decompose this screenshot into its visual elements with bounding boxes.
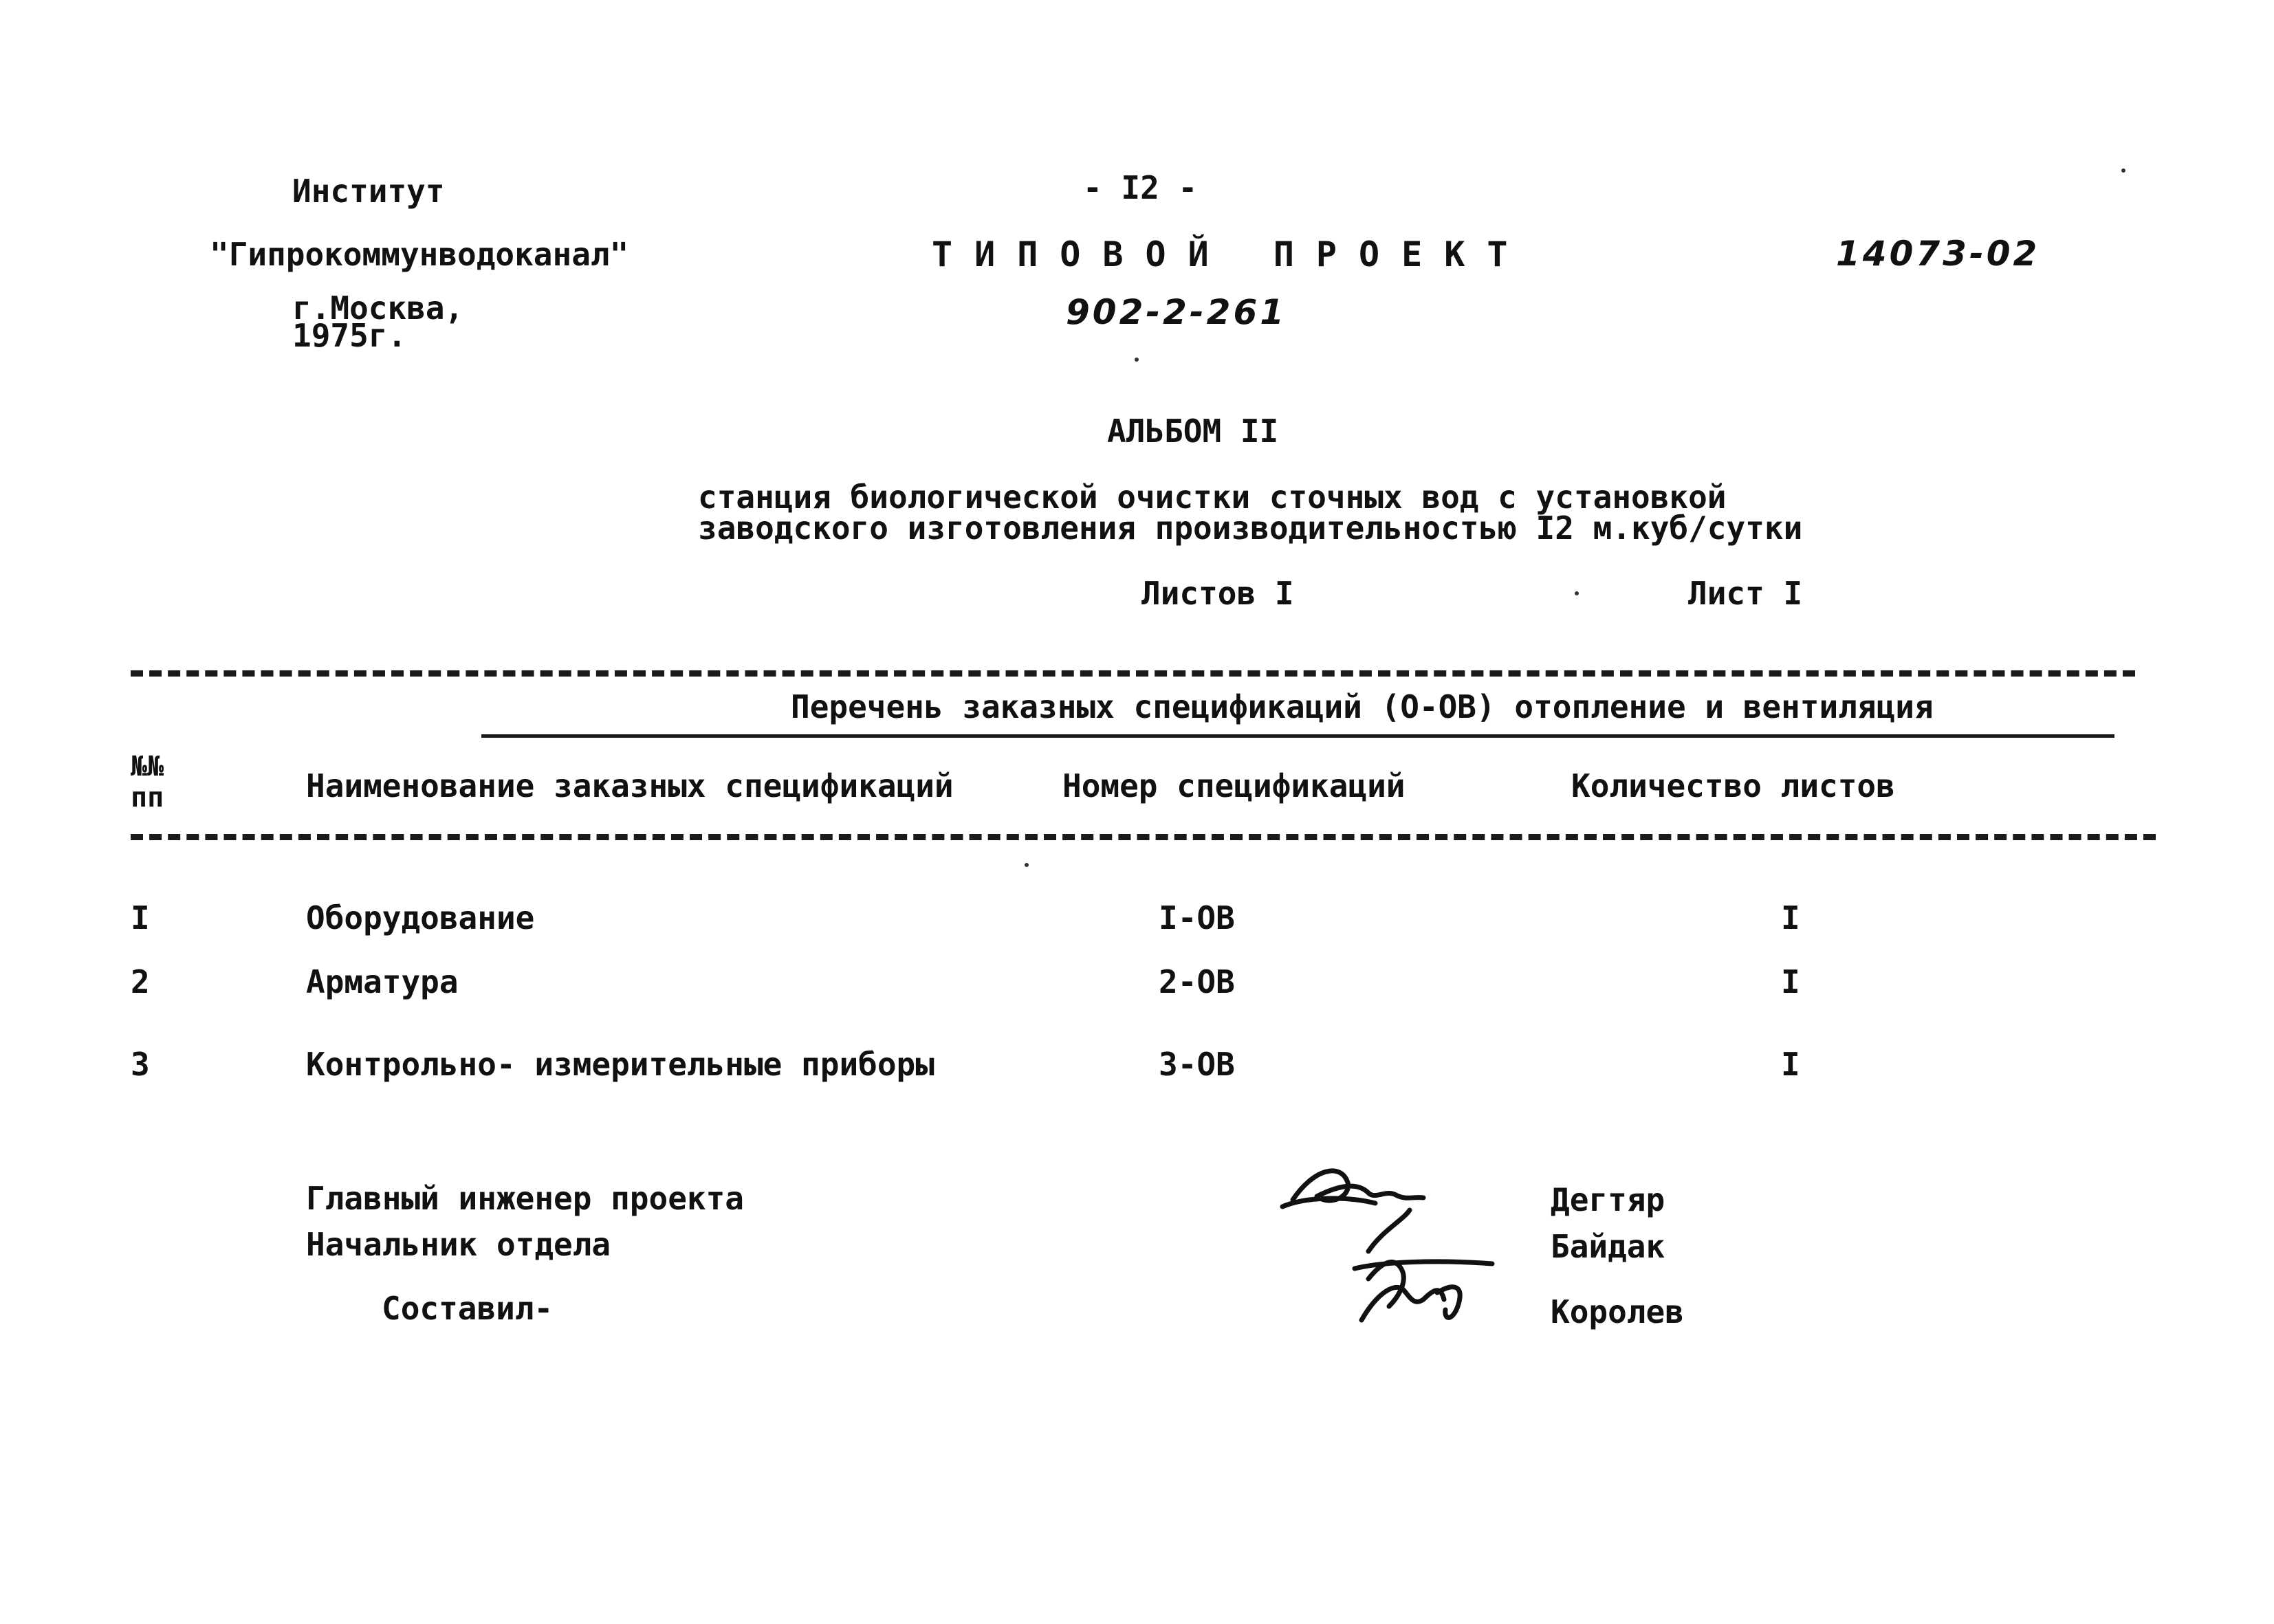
name-korolev: Королев bbox=[1551, 1293, 1684, 1330]
row-count: I bbox=[1781, 899, 1800, 936]
scan-speck bbox=[1135, 358, 1139, 362]
city: г.Москва, bbox=[292, 289, 464, 327]
row-count: I bbox=[1781, 1046, 1800, 1083]
name-degtyar: Дегтяр bbox=[1551, 1181, 1665, 1218]
header-dashed-rule bbox=[131, 834, 2156, 840]
header-name: Наименование заказных спецификаций bbox=[306, 767, 954, 804]
row-name: Контрольно- измерительные приборы bbox=[306, 1046, 934, 1083]
header-spec-number: Номер спецификаций bbox=[1062, 767, 1406, 804]
role-chief-engineer: Главный инженер проекта bbox=[306, 1180, 744, 1217]
handwritten-signatures bbox=[1265, 1141, 1554, 1348]
page-number: - I2 - bbox=[1083, 169, 1198, 206]
row-spec: I-ОВ bbox=[1159, 899, 1235, 936]
row-num: 3 bbox=[131, 1046, 150, 1083]
scan-speck bbox=[1025, 863, 1029, 867]
caption-underline bbox=[481, 734, 2114, 738]
row-spec: 3-ОВ bbox=[1159, 1046, 1235, 1083]
row-num: 2 bbox=[131, 963, 150, 1000]
header-sheet-count: Количество листов bbox=[1571, 767, 1895, 804]
scan-speck bbox=[1575, 591, 1579, 595]
row-count: I bbox=[1781, 963, 1800, 1000]
name-baidak: Байдак bbox=[1551, 1228, 1665, 1265]
role-compiled-by: Составил- bbox=[382, 1290, 554, 1327]
header-num-line2: пп bbox=[131, 782, 164, 813]
row-name: Арматура bbox=[306, 963, 459, 1000]
doc-type: ТИПОВОЙ ПРОЕКТ bbox=[932, 234, 1530, 274]
sheet-number: Лист I bbox=[1688, 575, 1803, 612]
institute-name: "Гипрокоммунводоканал" bbox=[210, 236, 629, 273]
scan-speck bbox=[2121, 168, 2125, 173]
album-description-line2: заводского изготовления производительностью I2 м.куб/сутки bbox=[698, 509, 1803, 547]
header-num-line1: №№ bbox=[131, 751, 164, 782]
role-department-head: Начальник отдела bbox=[306, 1226, 611, 1263]
album-title: АЛЬБОМ II bbox=[1107, 413, 1279, 450]
sheets-total: Листов I bbox=[1141, 575, 1294, 612]
row-name: Оборудование bbox=[306, 899, 535, 936]
institute-label: Институт bbox=[292, 173, 445, 210]
row-spec: 2-ОВ bbox=[1159, 963, 1235, 1000]
year: 1975г. bbox=[292, 317, 407, 354]
top-dashed-rule bbox=[131, 670, 2135, 677]
row-num: I bbox=[131, 899, 150, 936]
project-number: 902-2-261 bbox=[1066, 292, 1287, 332]
table-caption: Перечень заказных спецификаций (О-ОВ) отопление и вентиляция bbox=[791, 688, 1934, 725]
archive-number: 14073-02 bbox=[1836, 234, 2040, 274]
album-description-line1: станция биологической очистки сточных вод с установкой bbox=[698, 479, 1727, 516]
